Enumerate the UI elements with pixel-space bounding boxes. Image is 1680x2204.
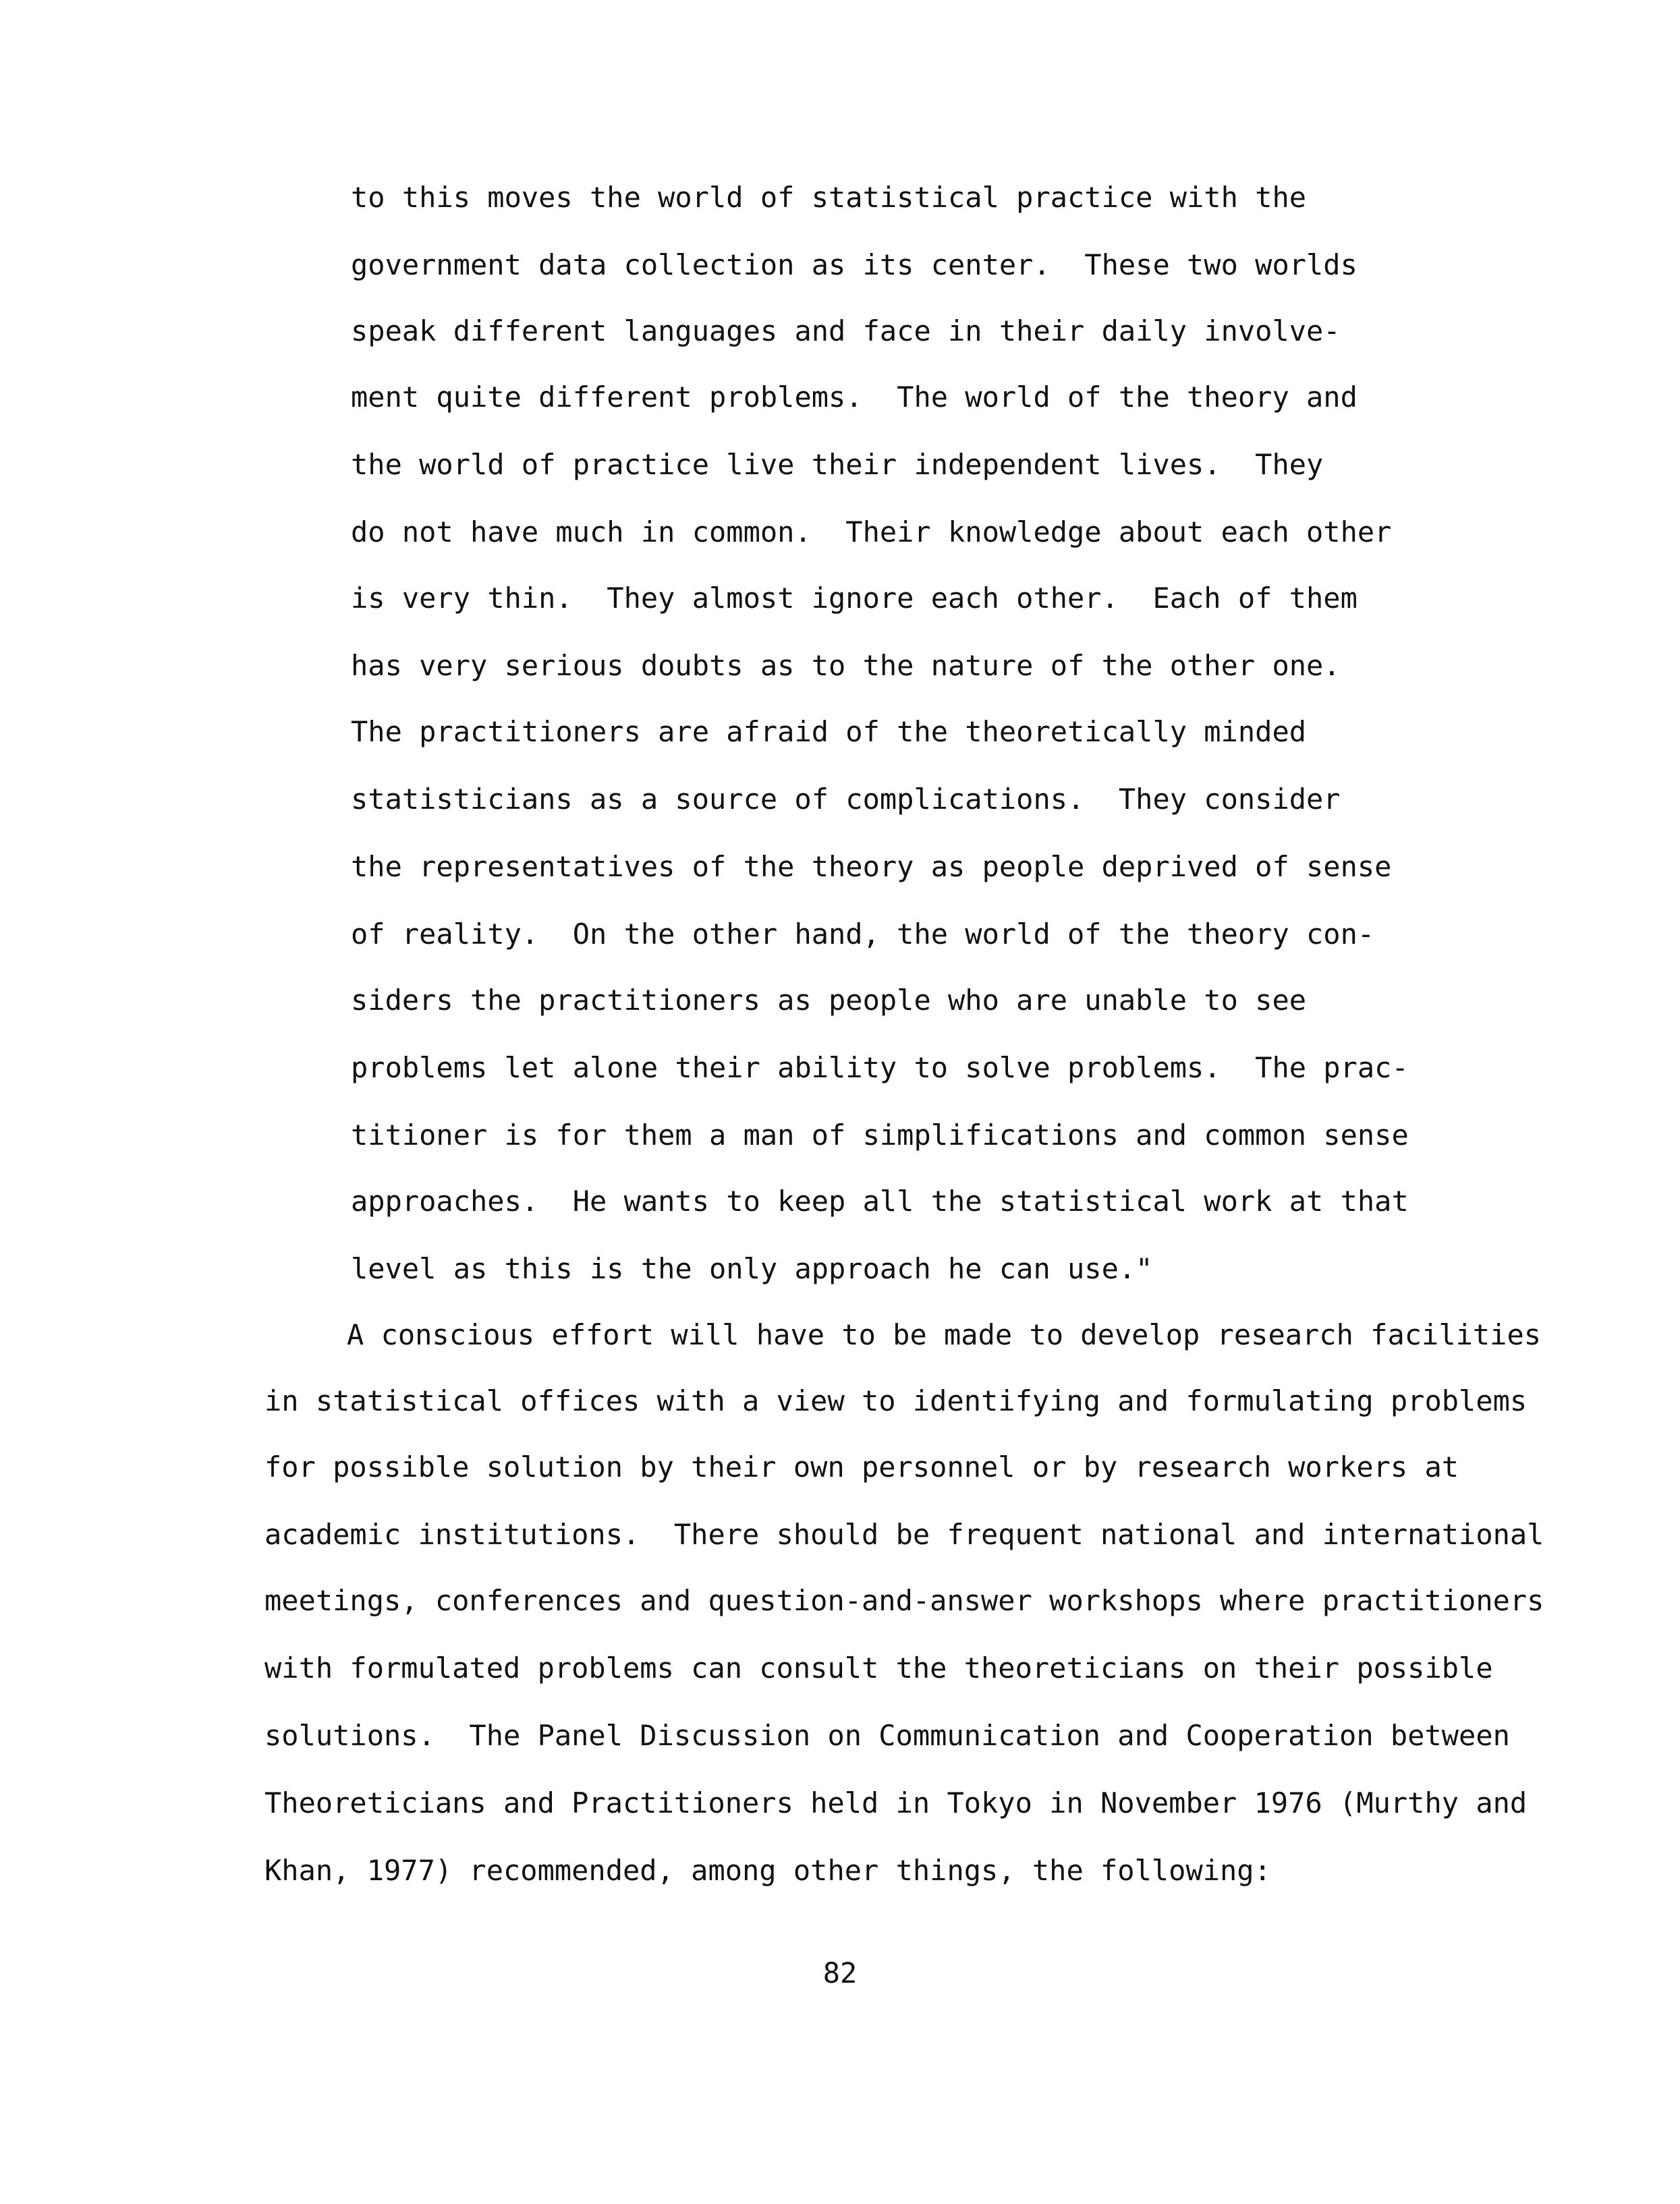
quote-line-5: the world of practice live their independent lives. They <box>351 448 1324 481</box>
quote-line-12: of reality. On the other hand, the world of the theory con- <box>351 917 1375 951</box>
quote-line-13: siders the practitioners as people who are unable to see <box>351 984 1307 1017</box>
paragraph-line-3: for possible solution by their own personnel or by research workers at <box>264 1450 1459 1484</box>
quote-line-14: problems let alone their ability to solve problems. The prac- <box>351 1051 1409 1084</box>
paragraph-line-6: with formulated problems can consult the theoreticians on their possible <box>264 1651 1493 1685</box>
quote-line-17: level as this is the only approach he can use." <box>351 1252 1153 1285</box>
paragraph-line-5: meetings, conferences and question-and-answer workshops where practitioners <box>264 1584 1544 1617</box>
paragraph-line-1: A conscious effort will have to be made to develop research facilities <box>347 1318 1542 1351</box>
quote-line-1: to this moves the world of statistical practice with the <box>351 181 1307 214</box>
quote-line-16: approaches. He wants to keep all the statistical work at that <box>351 1185 1409 1218</box>
quote-line-6: do not have much in common. Their knowledge about each other <box>351 515 1392 548</box>
paragraph-line-9: Khan, 1977) recommended, among other things, the following: <box>264 1854 1271 1887</box>
quote-line-7: is very thin. They almost ignore each other. Each of them <box>351 582 1357 615</box>
paragraph-line-8: Theoreticians and Practitioners held in Tokyo in November 1976 (Murthy and <box>264 1786 1528 1819</box>
quote-line-2: government data collection as its center. These two worlds <box>351 248 1357 281</box>
quote-line-10: statisticians as a source of complications. They consider <box>351 783 1341 816</box>
quote-line-11: the representatives of the theory as people deprived of sense <box>351 850 1392 883</box>
page-number: 82 <box>822 1956 858 1989</box>
quote-line-4: ment quite different problems. The world of the theory and <box>351 380 1357 414</box>
quote-line-9: The practitioners are afraid of the theoretically minded <box>351 715 1307 748</box>
paragraph-line-4: academic institutions. There should be frequent national and international <box>264 1518 1544 1551</box>
quote-line-8: has very serious doubts as to the nature of the other one. <box>351 649 1341 682</box>
quote-line-15: titioner is for them a man of simplifications and common sense <box>351 1119 1409 1152</box>
paragraph-line-2: in statistical offices with a view to identifying and formulating problems <box>264 1384 1528 1417</box>
paragraph-line-7: solutions. The Panel Discussion on Communication and Cooperation between <box>264 1719 1510 1752</box>
quote-line-3: speak different languages and face in their daily involve- <box>351 314 1341 347</box>
